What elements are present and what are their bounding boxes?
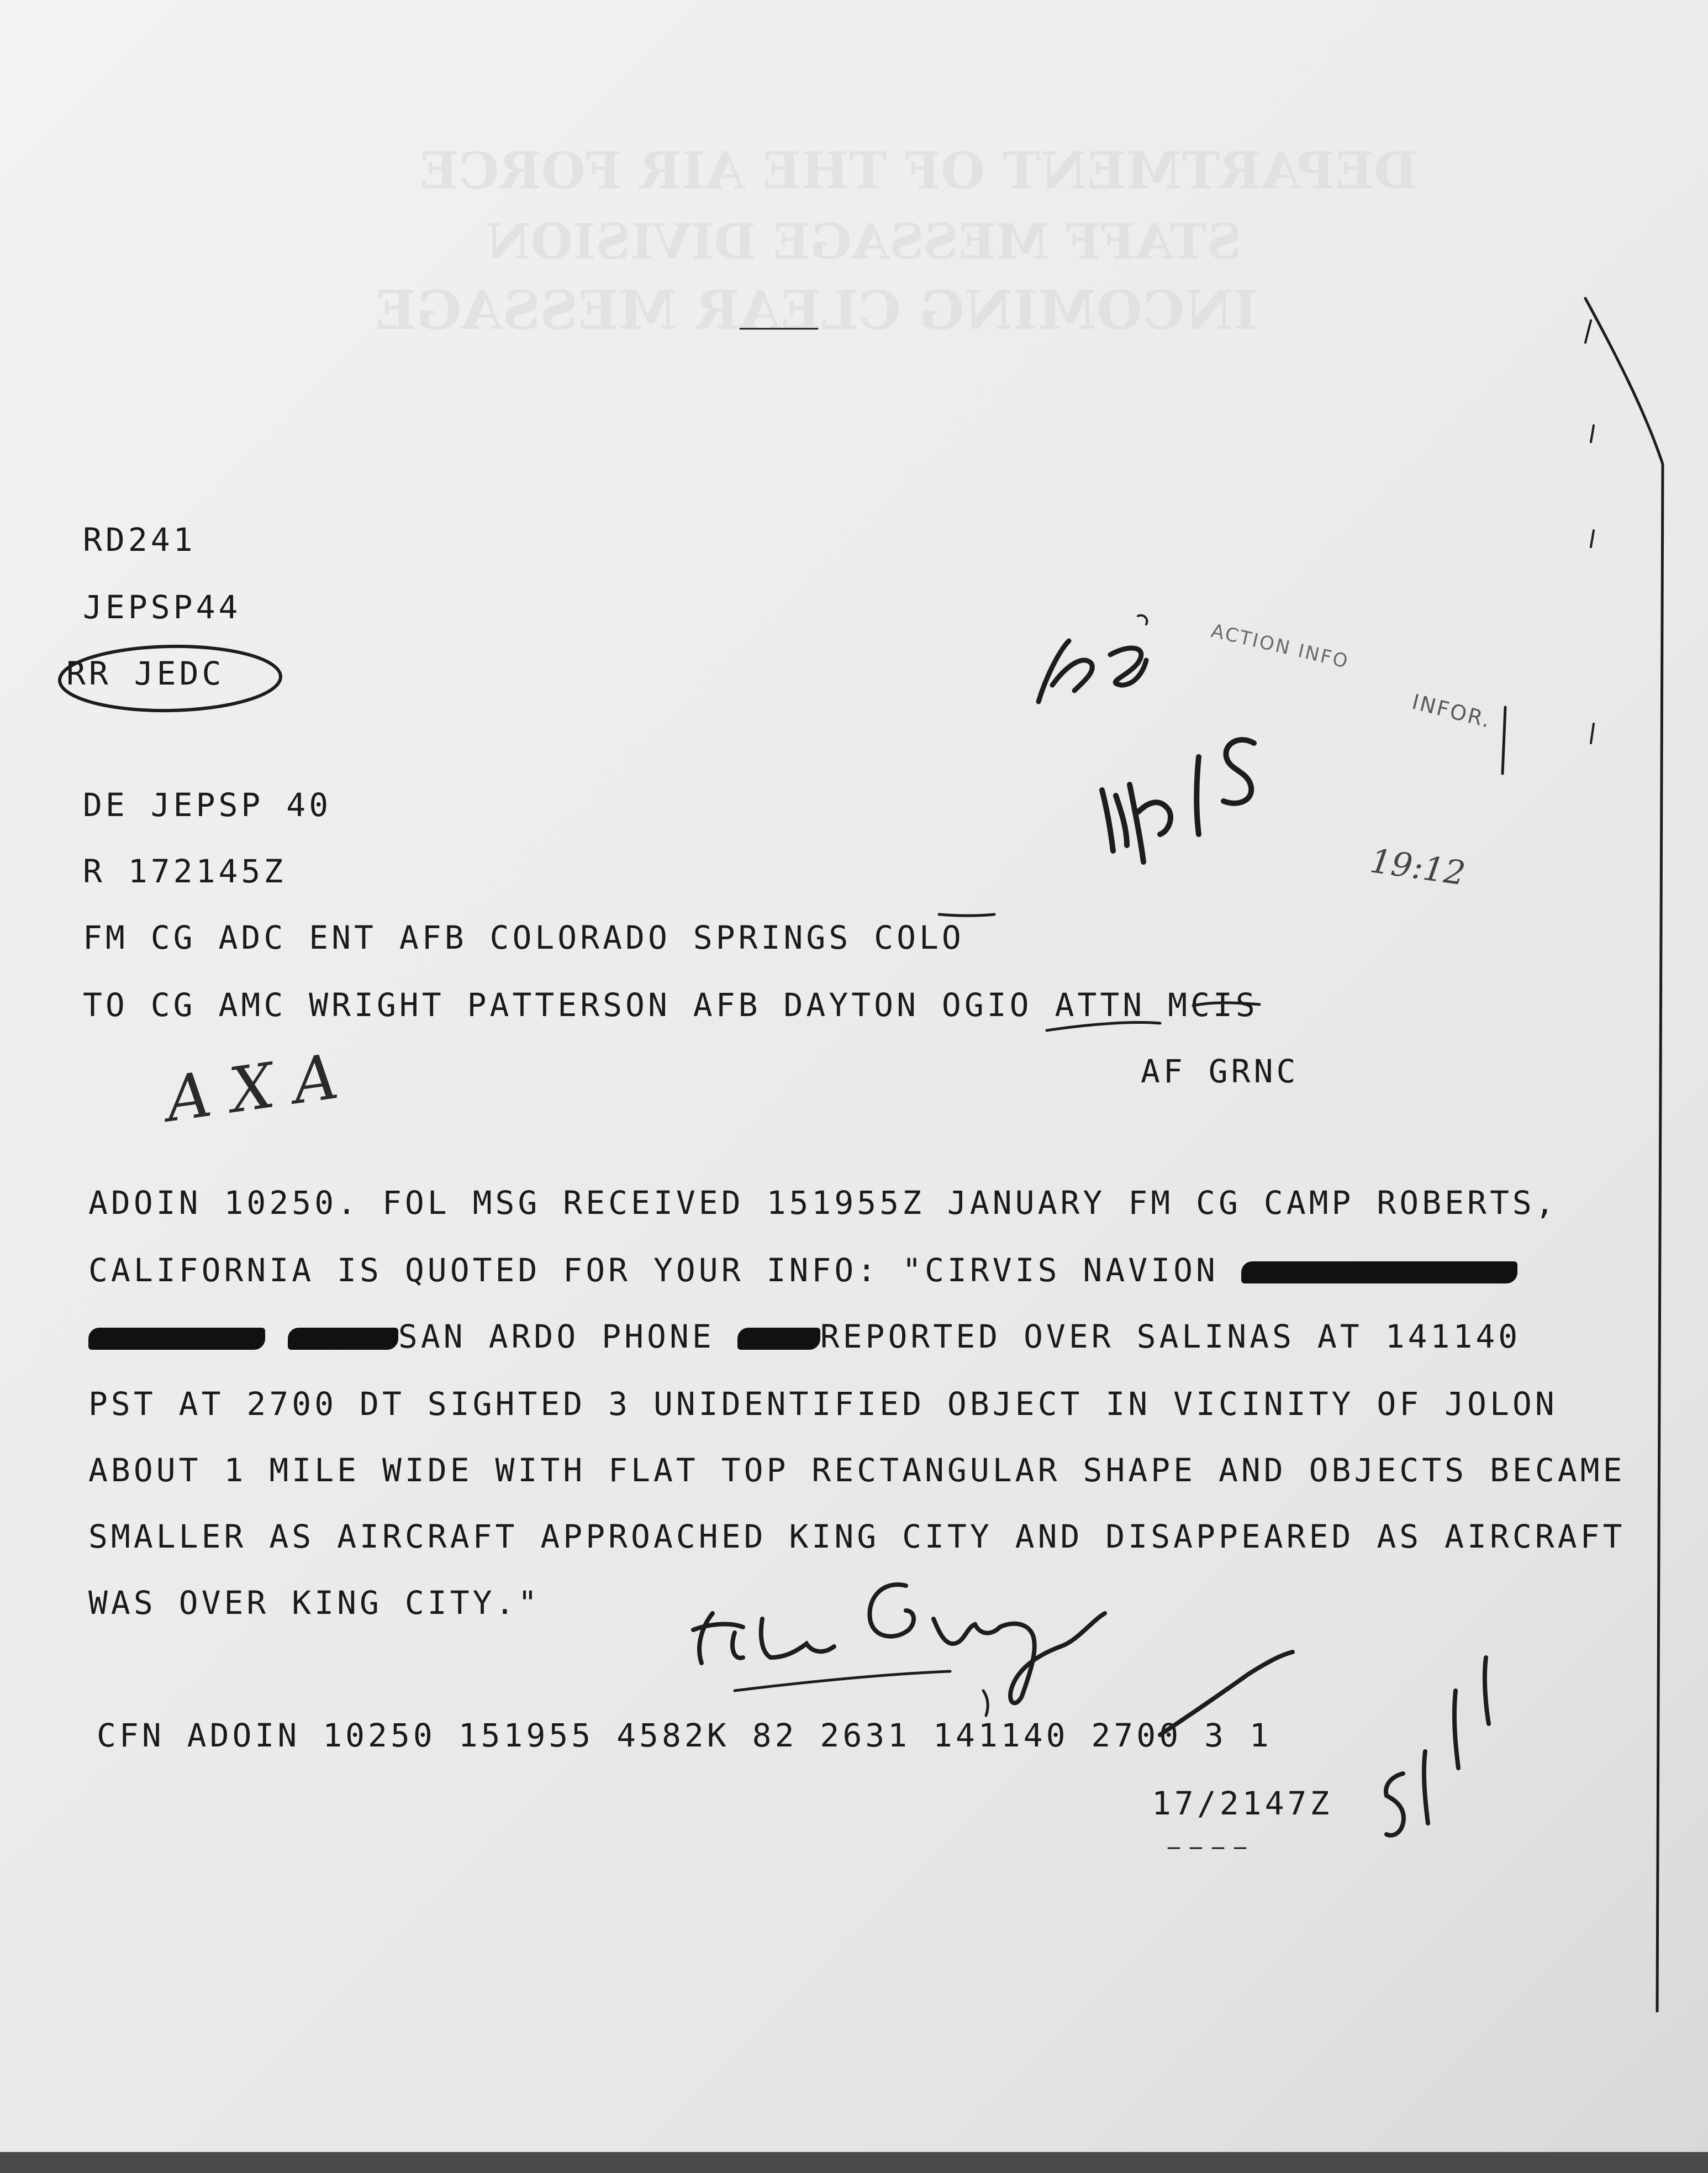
body-line-7: WAS OVER KING CITY." [88,1584,541,1622]
redaction-bar [1241,1261,1517,1283]
handwritten-time: 19:12 [1367,841,1468,893]
de-line: DE JEPSP 40 [83,786,332,824]
to-line: TO CG AMC WRIGHT PATTERSON AFB DAYTON OGIO ATTN MCIS [83,986,1258,1024]
bleed-through-line-1: DEPARTMENT OF THE AIR FORCE [420,141,1418,201]
stamp-bracket [1503,707,1505,774]
body-line-5: ABOUT 1 MILE WIDE WITH FLAT TOP RECTANGULAR SHAPE AND OBJECTS BECAME [88,1451,1626,1489]
body-line-3 [88,1320,1521,1353]
infor-stamp: INFOR. [1409,689,1494,733]
handwritten-axa: A X A [161,1040,343,1137]
initials-mark [1038,641,1146,702]
bleed-through-line-3: INCOMING CLEAR MESSAGE [376,279,1258,341]
margin-note [1386,1658,1489,1835]
body-line-2-text: CALIFORNIA IS QUOTED FOR YOUR INFO: "CIRVIS NAVION [88,1251,1219,1289]
page-bottom-edge [0,2152,1708,2173]
routing-line-3: RR JEDC [66,655,225,692]
bleed-through-line-2: STAFF MESSAGE DIVISION [486,213,1242,270]
signature-tail [735,1671,950,1691]
body-line-6: SMALLER AS AIRCRAFT APPROACHED KING CITY AND DISAPPEARED AS AIRCRAFT [88,1518,1626,1555]
action-info-stamp: ACTION INFO [1209,619,1352,674]
dash-mark [939,914,994,915]
body-line-3b-text: REPORTED OVER SALINAS AT 141140 [820,1318,1521,1355]
routing-line-1: RD241 [83,521,196,559]
margin-bracket [1585,298,1663,2011]
r-line: R 172145Z [83,853,287,890]
body-line-1: ADOIN 10250. FOL MSG RECEIVED 151955Z JANUARY FM CG CAMP ROBERTS, [88,1184,1558,1222]
body-line-4: PST AT 2700 DT SIGHTED 3 UNIDENTIFIED OBJECT IN VICINITY OF JOLON [88,1385,1558,1423]
from-line: FM CG ADC ENT AFB COLORADO SPRINGS COLO [83,919,964,956]
handwritten-signature [693,1585,1105,1703]
redaction-bar [88,1328,265,1350]
date-time-group: 17/2147Z [1152,1785,1333,1822]
body-line-3-text: SAN ARDO PHONE [398,1318,715,1355]
cfn-line: CFN ADOIN 10250 151955 4582K 82 2631 141140 2700 3 1 [97,1717,1272,1754]
af-line: AF GRNC [1141,1053,1299,1090]
initials-dot [1138,615,1147,624]
body-line-2 [88,1251,1517,1289]
redaction-bar [737,1328,820,1350]
routing-line-2: JEPSP44 [83,588,241,626]
signature-tail [983,1691,988,1716]
margin-tick [1585,320,1594,743]
handwritten-mcis [1102,740,1254,862]
redaction-bar [288,1328,398,1350]
